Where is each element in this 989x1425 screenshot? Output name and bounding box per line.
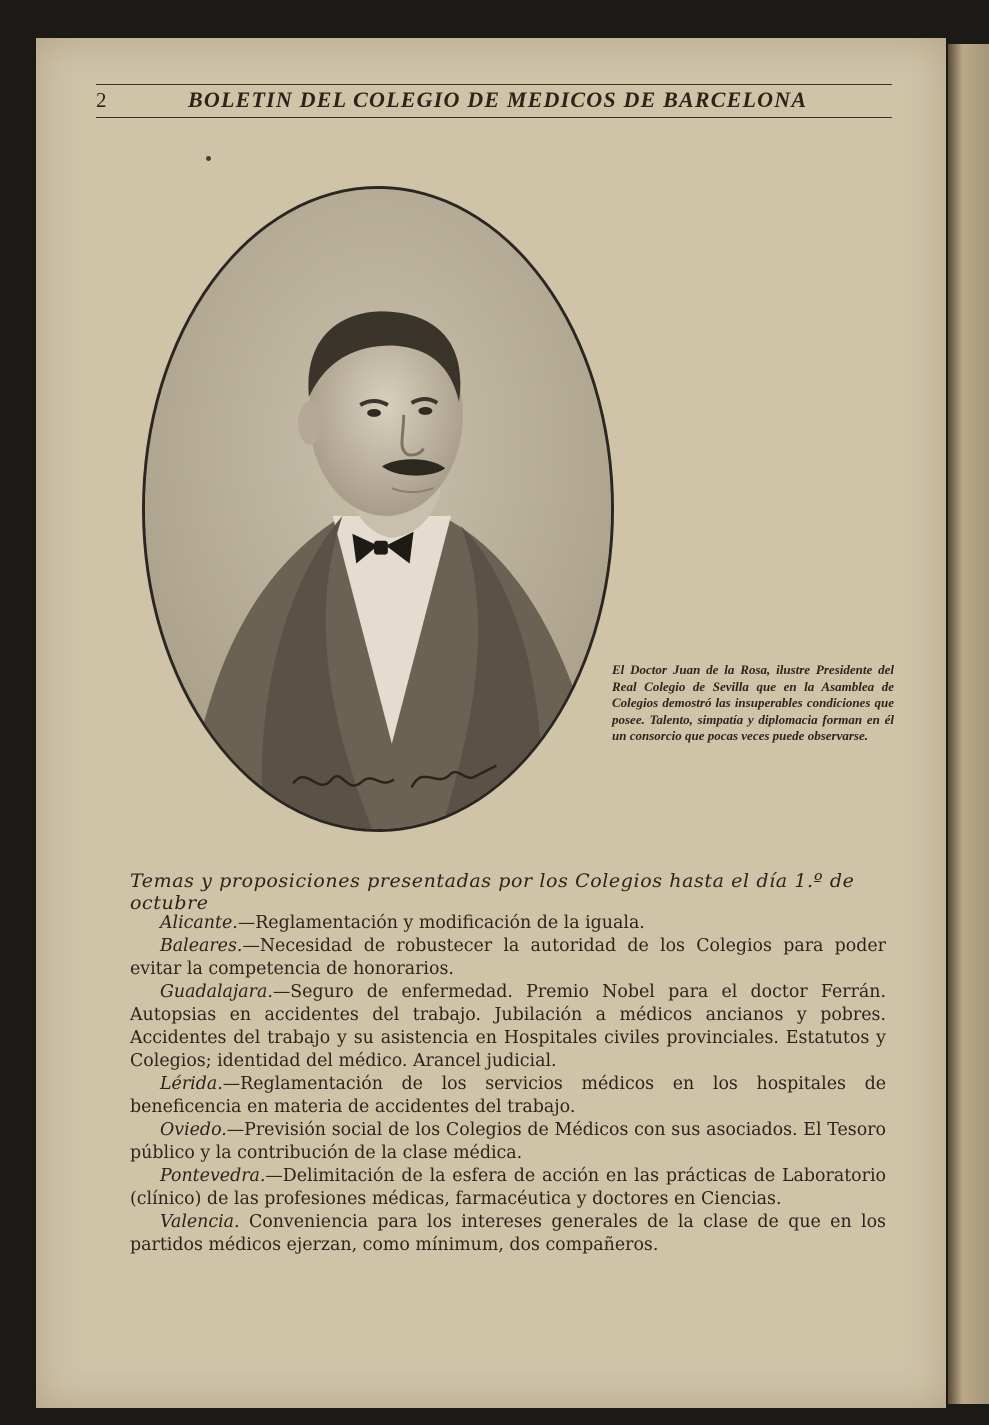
list-item [130, 981, 886, 1073]
journal-title: BOLETIN DEL COLEGIO DE MEDICOS DE BARCELONA [188, 87, 808, 112]
entry-place: Baleares. [160, 936, 243, 956]
entry-text: —Delimitación de la esfera de acción en las prácticas de Laboratorio (clínico) de las profesiones médicas, farmacéutica y doctores en Ciencias. [130, 1166, 886, 1209]
entry-place: Pontevedra. [160, 1166, 266, 1186]
proposals-list [130, 912, 886, 1257]
entry-place: Guadalajara. [160, 982, 273, 1002]
entry-text: —Reglamentación y modificación de la iguala. [237, 913, 645, 933]
page-number: 2 [96, 88, 107, 112]
oval-portrait-photo [142, 186, 614, 832]
entry-text: Conveniencia para los intereses generales de la clase de que en los partidos médicos ejerzan, como mínimum, dos compañeros. [130, 1212, 886, 1255]
portrait-caption: El Doctor Juan de la Rosa, ilustre Presidente del Real Colegio de Sevilla que en la Asamblea de Colegios demostró las insuperables condiciones que posee. Talento, simpatía y diplomacia forman en él un consorcio que pocas veces puede observarse. [612, 662, 894, 743]
entry-text: —Seguro de enfermedad. Premio Nobel para el doctor Ferrán. Autopsias en accidentes del trabajo. Jubilación a médicos ancianos y pobres. Accidentes del trabajo y su asistencia en Hospitales civiles provinciales. Estatutos y Colegios; identidad del médico. Arancel judicial. [130, 982, 886, 1071]
entry-place: Lérida. [160, 1074, 223, 1094]
entry-place: Oviedo. [160, 1120, 227, 1140]
entry-text: —Necesidad de robustecer la autoridad de los Colegios para poder evitar la competencia de honorarios. [130, 936, 886, 979]
running-header [96, 84, 892, 118]
list-item [130, 935, 886, 981]
entry-text: —Reglamentación de los servicios médicos en los hospitales de beneficencia en materia de accidentes del trabajo. [130, 1074, 886, 1117]
entry-place: Valencia. [160, 1212, 240, 1232]
adjacent-page-edge [948, 44, 989, 1404]
list-item [130, 1073, 886, 1119]
list-item [130, 1165, 886, 1211]
section-title: Temas y proposiciones presentadas por los Colegios hasta el día 1.º de octubre [130, 870, 855, 914]
list-item [130, 1211, 886, 1257]
paper-speck [206, 156, 211, 161]
list-item [130, 912, 886, 935]
list-item [130, 1119, 886, 1165]
entry-text: —Previsión social de los Colegios de Médicos con sus asociados. El Tesoro público y la contribución de la clase médica. [130, 1120, 886, 1163]
entry-place: Alicante. [160, 913, 238, 933]
